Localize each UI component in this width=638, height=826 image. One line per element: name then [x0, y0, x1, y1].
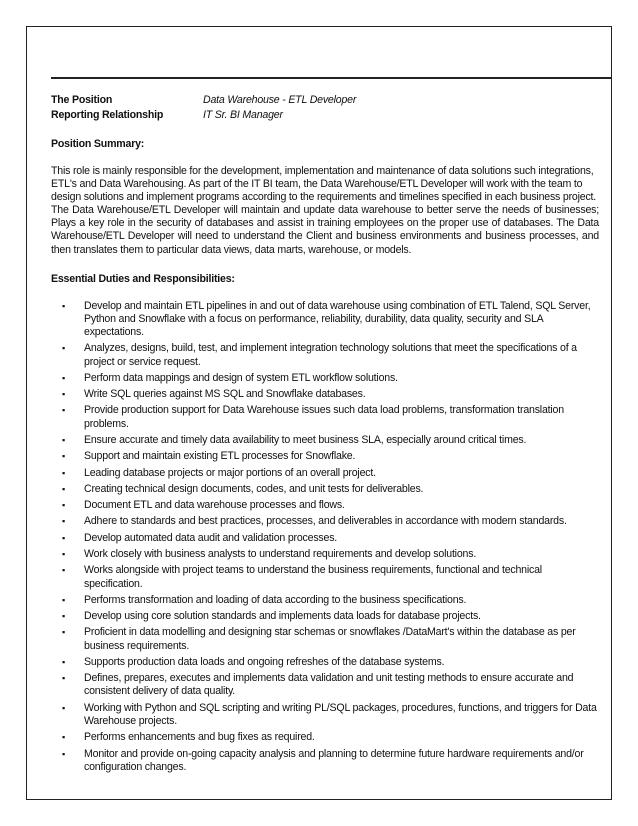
list-item [51, 342, 599, 368]
bullet-icon: ▪ [62, 451, 65, 462]
list-item-text: Creating technical design documents, codes, and unit tests for deliverables. [84, 482, 424, 495]
bullet-icon: ▪ [62, 372, 65, 383]
list-item-text: Analyzes, designs, build, test, and implement integration technology solutions that meet the specifications of a project or service request. [84, 342, 577, 368]
list-item [51, 748, 599, 774]
list-item-text: Performs transformation and loading of data according to the business specifications. [84, 593, 467, 606]
bullet-icon: ▪ [62, 748, 65, 759]
list-item-text: Develop automated data audit and validation processes. [84, 531, 338, 544]
list-item [51, 548, 599, 561]
list-item-text: Provide production support for Data Warehouse issues such data load problems, transformation translation problems. [84, 404, 564, 430]
list-item-text: Supports production data loads and ongoing refreshes of the database systems. [84, 655, 445, 668]
list-item-text: Proficient in data modelling and designing star schemas or snowflakes /DataMart's within the database as per business requirements. [84, 626, 576, 652]
list-item [51, 372, 599, 385]
bullet-icon: ▪ [62, 549, 65, 560]
summary-text [51, 165, 599, 257]
bullet-icon: ▪ [62, 656, 65, 667]
list-item [51, 434, 599, 447]
bullet-icon: ▪ [62, 467, 65, 478]
position-label: The Position [51, 94, 113, 106]
bullet-icon: ▪ [62, 516, 65, 527]
list-item-text: Performs enhancements and bug fixes as required. [84, 731, 315, 744]
bullet-icon: ▪ [62, 594, 65, 605]
bullet-icon: ▪ [62, 300, 65, 311]
list-item [51, 300, 599, 340]
list-item [51, 626, 599, 652]
document-content [51, 93, 599, 777]
list-item [51, 404, 599, 430]
list-item-text: Write SQL queries against MS SQL and Snowflake databases. [84, 388, 366, 401]
bullet-icon: ▪ [62, 389, 65, 400]
list-item [51, 499, 599, 512]
bullet-icon: ▪ [62, 500, 65, 511]
list-item-text: Works alongside with project teams to understand the business requirements, functional and technical specification. [84, 564, 542, 590]
bullet-icon: ▪ [62, 434, 65, 445]
reporting-value: IT Sr. BI Manager [203, 108, 283, 121]
duties-list [51, 300, 599, 774]
list-item-text: Monitor and provide on-going capacity analysis and planning to determine future hardware requirements and/or configuration changes. [84, 747, 584, 773]
list-item-text: Perform data mappings and design of system ETL workflow solutions. [84, 371, 398, 384]
document-page [26, 26, 612, 800]
summary-title: Position Summary: [51, 138, 145, 150]
list-item-text: Support and maintain existing ETL processes for Snowflake. [84, 450, 356, 463]
bullet-icon: ▪ [62, 532, 65, 543]
position-row [51, 93, 599, 108]
list-item [51, 731, 599, 744]
reporting-row [51, 108, 599, 123]
duties-title: Essential Duties and Responsibilities: [51, 272, 235, 285]
list-item-text: Ensure accurate and timely data availability to meet business SLA, especially around critical times. [84, 433, 527, 446]
bullet-icon: ▪ [62, 611, 65, 622]
header-rule [51, 77, 611, 79]
list-item-text: Work closely with business analysts to understand requirements and develop solutions. [84, 548, 477, 561]
list-item [51, 702, 599, 728]
bullet-icon: ▪ [62, 702, 65, 713]
list-item [51, 594, 599, 607]
bullet-icon: ▪ [62, 483, 65, 494]
list-item [51, 483, 599, 496]
bullet-icon: ▪ [62, 673, 65, 684]
list-item-text: Defines, prepares, executes and implements data validation and unit testing methods to ensure accurate and consistent delivery of data quality. [84, 672, 574, 698]
bullet-icon: ▪ [62, 627, 65, 638]
position-value: Data Warehouse - ETL Developer [203, 94, 357, 106]
list-item-text: Adhere to standards and best practices, processes, and deliverables in accordance with modern standards. [84, 515, 567, 528]
list-item [51, 532, 599, 545]
reporting-label: Reporting Relationship [51, 108, 164, 121]
list-item-text: Develop using core solution standards and implements data loads for database projects. [84, 610, 481, 623]
bullet-icon: ▪ [62, 343, 65, 354]
list-item [51, 515, 599, 528]
list-item [51, 564, 599, 590]
list-item [51, 656, 599, 669]
list-item-text: Develop and maintain ETL pipelines in and out of data warehouse using combination of ETL Talend, SQL Server, Python and Snowflake with a focus on performance, reliability, durability, data quality, security and SLA expectations. [84, 299, 591, 339]
list-item [51, 467, 599, 480]
bullet-icon: ▪ [62, 732, 65, 743]
summary-paragraph-2: The Data Warehouse/ETL Developer will maintain and update data warehouse to better serve the needs of businesses; Plays a key role in the security of databases and assist in training employees on the proper use of databases. The Data Warehouse/ETL Developer will need to understand the Client and business environments and business processes, and then translates them to particular data views, data marts, warehouse, or models. [51, 204, 599, 256]
list-item-text: Working with Python and SQL scripting and writing PL/SQL packages, procedures, functions, and triggers for Data Warehouse projects. [84, 701, 597, 727]
list-item-text: Leading database projects or major portions of an overall project. [84, 466, 376, 479]
list-item-text: Document ETL and data warehouse processes and flows. [84, 499, 345, 512]
bullet-icon: ▪ [62, 565, 65, 576]
list-item [51, 450, 599, 463]
list-item [51, 388, 599, 401]
summary-paragraph-1: This role is mainly responsible for the development, implementation and maintenance of data solutions such integrations, ETL's and Data Warehousing. As part of the IT BI team, the Data Warehouse/ETL Developer will work with the team to design solutions and implement programs according to the requirements and timelines specified in each business project. [51, 165, 597, 204]
list-item [51, 610, 599, 623]
bullet-icon: ▪ [62, 405, 65, 416]
list-item [51, 672, 599, 698]
